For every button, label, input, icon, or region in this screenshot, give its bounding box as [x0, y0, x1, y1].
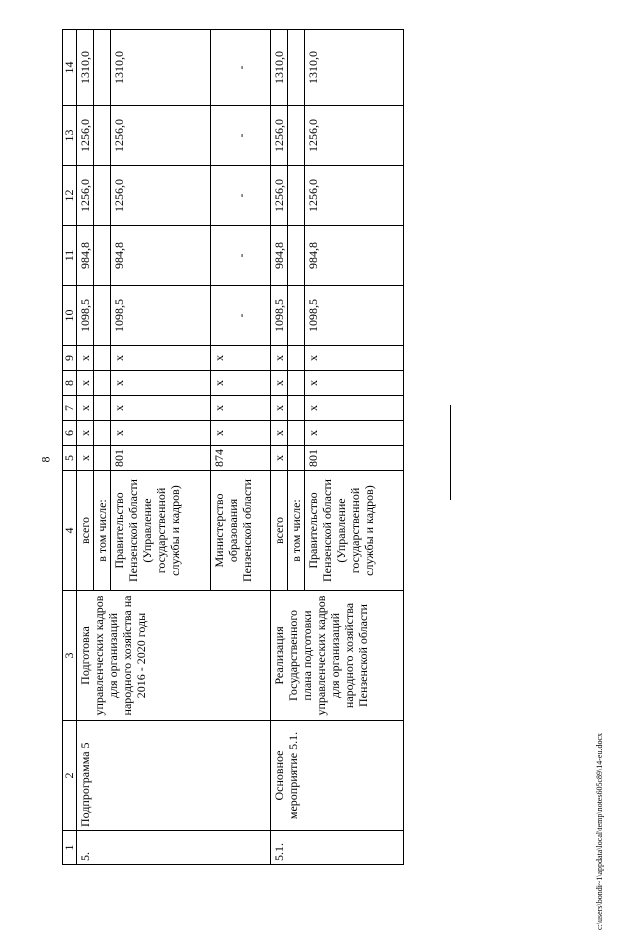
header-cell: 7: [63, 396, 77, 421]
table-cell: 801: [305, 446, 404, 471]
row-number: 5.1.: [271, 831, 404, 865]
table-cell: х: [271, 421, 288, 446]
table-cell: 1310,0: [305, 30, 404, 106]
table-cell: х: [77, 346, 94, 371]
table-cell: [94, 371, 111, 396]
program-name: Подпрограмма 5: [77, 721, 271, 831]
table-cell: х: [111, 396, 211, 421]
footer-file-path: c:\users\bondi~1\appdata\local\temp\notes605c89\14-eu.docx: [595, 733, 604, 930]
header-cell: 1: [63, 831, 77, 865]
table-cell: 1310,0: [77, 30, 94, 106]
table-cell: х: [77, 421, 94, 446]
table-cell: х: [211, 346, 271, 371]
table-cell: в том числе:: [94, 471, 111, 591]
header-cell: 3: [63, 591, 77, 721]
table-cell: Правительство Пензенской области (Управление государственной службы и кадров): [111, 471, 211, 591]
table-cell: [288, 166, 305, 226]
table-cell: [288, 106, 305, 166]
table-cell: -: [211, 226, 271, 286]
table-cell: х: [271, 446, 288, 471]
table-cell: Правительство Пензенской области (Управление государственной службы и кадров): [305, 471, 404, 591]
table-cell: х: [305, 421, 404, 446]
table-cell: х: [305, 371, 404, 396]
table-cell: х: [305, 346, 404, 371]
table-cell: Министерство образования Пензенской области: [211, 471, 271, 591]
table-cell: [94, 106, 111, 166]
table-cell: х: [111, 421, 211, 446]
table-cell: х: [271, 396, 288, 421]
table-cell: 1098,5: [111, 286, 211, 346]
table-cell: 984,8: [77, 226, 94, 286]
separator-line: [450, 405, 451, 500]
table-cell: [94, 226, 111, 286]
table-cell: х: [211, 421, 271, 446]
header-cell: 5: [63, 446, 77, 471]
table-cell: 1310,0: [111, 30, 211, 106]
header-row: [63, 30, 77, 865]
table-cell: [94, 446, 111, 471]
table-cell: х: [211, 371, 271, 396]
header-cell: 14: [63, 30, 77, 106]
table-cell: 1256,0: [271, 166, 288, 226]
header-cell: 8: [63, 371, 77, 396]
table-cell: в том числе:: [288, 471, 305, 591]
table-cell: х: [111, 346, 211, 371]
table-cell: [288, 371, 305, 396]
table-row: [77, 30, 94, 865]
table-cell: 1256,0: [77, 166, 94, 226]
table-cell: х: [305, 396, 404, 421]
table-cell: [288, 286, 305, 346]
table-cell: 1256,0: [111, 106, 211, 166]
budget-table: [62, 29, 404, 865]
table-cell: 1256,0: [305, 106, 404, 166]
header-cell: 12: [63, 166, 77, 226]
header-cell: 11: [63, 226, 77, 286]
table-cell: х: [211, 396, 271, 421]
table-cell: [288, 30, 305, 106]
table-cell: 1256,0: [305, 166, 404, 226]
table-cell: [94, 346, 111, 371]
table-cell: 984,8: [271, 226, 288, 286]
table-cell: [288, 226, 305, 286]
table-cell: 984,8: [111, 226, 211, 286]
table-cell: [94, 396, 111, 421]
program-description: Реализация Государственного плана подготовки управленческих кадров для организаций народного хозяйства Пензенской области: [271, 591, 404, 721]
table-cell: 1256,0: [77, 106, 94, 166]
table-cell: [288, 346, 305, 371]
table-cell: х: [77, 371, 94, 396]
table-cell: [288, 396, 305, 421]
table-cell: х: [77, 396, 94, 421]
table-cell: -: [211, 286, 271, 346]
table-cell: 801: [111, 446, 211, 471]
header-cell: 6: [63, 421, 77, 446]
table-cell: -: [211, 30, 271, 106]
table-cell: 1310,0: [271, 30, 288, 106]
table-cell: х: [111, 371, 211, 396]
header-cell: 4: [63, 471, 77, 591]
program-name: Основное мероприятие 5.1.: [271, 721, 404, 831]
table-cell: всего: [77, 471, 94, 591]
header-cell: 9: [63, 346, 77, 371]
table-row: [271, 30, 288, 865]
table-cell: [288, 421, 305, 446]
table-cell: х: [77, 446, 94, 471]
table-cell: [94, 30, 111, 106]
table-cell: [94, 286, 111, 346]
header-cell: 13: [63, 106, 77, 166]
page-number: 8: [38, 456, 53, 463]
rotated-table-container: [62, 30, 404, 865]
row-number: 5.: [77, 831, 271, 865]
header-cell: 2: [63, 721, 77, 831]
table-cell: [94, 421, 111, 446]
table-cell: [288, 446, 305, 471]
table-cell: х: [271, 346, 288, 371]
table-cell: 984,8: [305, 226, 404, 286]
table-cell: всего: [271, 471, 288, 591]
table-cell: 1256,0: [271, 106, 288, 166]
header-cell: 10: [63, 286, 77, 346]
table-cell: х: [271, 371, 288, 396]
table-cell: [94, 166, 111, 226]
table-cell: 1098,5: [271, 286, 288, 346]
program-description: Подготовка управленческих кадров для организаций народного хозяйства на 2016 - 2020 годы: [77, 591, 271, 721]
table-cell: 1256,0: [111, 166, 211, 226]
table-cell: 1098,5: [77, 286, 94, 346]
table-cell: -: [211, 166, 271, 226]
table-cell: 1098,5: [305, 286, 404, 346]
table-cell: 874: [211, 446, 271, 471]
table-cell: -: [211, 106, 271, 166]
